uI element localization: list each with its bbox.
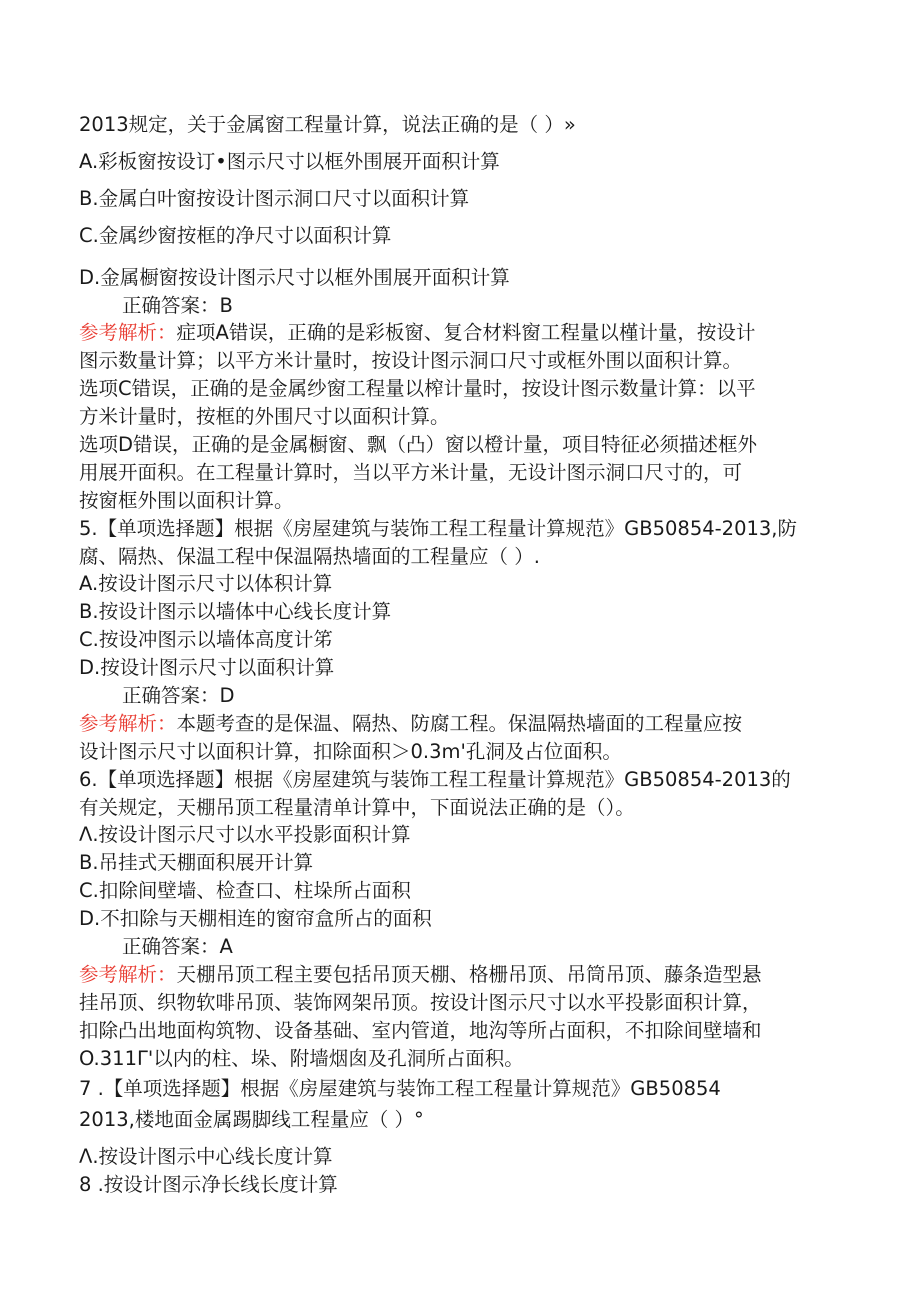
q6-analysis-line: 参考解析：天棚吊顶工程主要包括吊顶天棚、格栅吊顶、吊筒吊顶、藤条造型悬 (79, 963, 762, 986)
q4-analysis-line: 按窗框外围以面积计算。 (79, 489, 294, 512)
q4-option-d: D.金属橱窗按设计图示尺寸以框外围展开面积计算 (79, 266, 510, 289)
q5-answer: 正确答案：D (122, 684, 235, 707)
q4-answer: 正确答案：B (122, 294, 233, 317)
q4-analysis-line: 图示数量计算；以平方米计量时，按设计图示洞口尺寸或框外围以面积计算。 (79, 349, 743, 372)
analysis-label: 参考解析： (79, 712, 177, 735)
analysis-label: 参考解析： (79, 963, 177, 986)
q4-option-a: A.彩板窗按设订•图示尺寸以框外围展开面积计算 (79, 150, 500, 173)
q5-analysis-line: 参考解析：本题考查的是保温、隔热、防腐工程。保温隔热墙面的工程量应按 (79, 712, 743, 735)
q5-analysis-line: 设计图示尺寸以面积计算，扣除面积＞0.3m'孔洞及占位面积。 (79, 740, 622, 763)
q6-option-a: Λ.按设计图示尺寸以水平投影面积计算 (79, 823, 411, 846)
q6-stem: 6.【单项选择题】根据《房屋建筑与装饰工程工程量计算规范》GB50854-2013的 (79, 768, 791, 791)
q5-stem: 腐、隔热、保温工程中保温隔热墙面的工程量应（ ）. (79, 545, 540, 568)
analysis-label: 参考解析： (79, 321, 177, 344)
q7-stem: 7 .【单项选择题】根据《房屋建筑与装饰工程工程量计算规范》GB50854 (79, 1077, 721, 1100)
q4-analysis-line: 选项C错误，正确的是金属纱窗工程量以榨计量时，按设计图示数量计算：以平 (79, 377, 756, 400)
q5-option-d: D.按设计图示尺寸以面积计算 (79, 656, 335, 679)
q4-analysis-line: 用展开面积。在工程量计算时，当以平方米计量，无设计图示洞口尺寸的，可 (79, 461, 743, 484)
q7-stem: 2013,楼地面金属踢脚线工程量应（ ）° (79, 1108, 424, 1131)
q4-option-b: B.金属白叶窗按设计图示洞口尺寸以面积计算 (79, 187, 470, 210)
q4-analysis-line: 选项D错误，正确的是金属橱窗、飘（凸）窗以橙计量，项目特征必须描述框外 (79, 433, 758, 456)
q6-analysis-line: O.311Γ'以内的柱、垛、附墙烟囱及孔洞所占面积。 (79, 1047, 524, 1070)
q4-analysis-line: 方米计量时，按框的外围尺寸以面积计算。 (79, 405, 450, 428)
q6-analysis-line: 挂吊顶、织物软啡吊顶、装饰网架吊顶。按设计图示尺寸以水平投影面积计算， (79, 991, 762, 1014)
q5-option-a: A.按设计图示尺寸以体积计算 (79, 572, 333, 595)
q7-option-a: Λ.按设计图示中心线长度计算 (79, 1145, 333, 1168)
q7-option-b: 8 .按设计图示净长线长度计算 (79, 1173, 338, 1196)
q6-option-b: B.吊挂式天棚面积展开计算 (79, 851, 314, 874)
q6-option-c: C.扣除间壁墙、检查口、柱垛所占面积 (79, 879, 411, 902)
q4-analysis-line: 参考解析：症项A错误，正确的是彩板窗、复合材料窗工程量以槿计量，按设计 (79, 321, 756, 344)
q5-option-b: B.按设计图示以墙体中心线长度计算 (79, 600, 392, 623)
q6-option-d: D.不扣除与天棚相连的窗帘盒所占的面积 (79, 907, 432, 930)
q6-analysis-line: 扣除凸出地面构筑物、设备基础、室内管道，地沟等所占面积，不扣除间壁墙和 (79, 1019, 762, 1042)
q6-answer: 正确答案：A (122, 935, 233, 958)
q6-stem: 有关规定，天棚吊顶工程量清单计算中，下面说法正确的是（）。 (79, 796, 635, 819)
q4-option-c: C.金属纱窗按框的净尺寸以面积计算 (79, 224, 392, 247)
q4-stem: 2013规定，关于金属窗工程量计算，说法正确的是（ ）» (79, 113, 576, 136)
q5-option-c: C.按设冲图示以墙体高度计笫 (79, 628, 333, 651)
q5-stem: 5.【单项选择题】根据《房屋建筑与装饰工程工程量计算规范》GB50854-2013,防 (79, 517, 797, 540)
